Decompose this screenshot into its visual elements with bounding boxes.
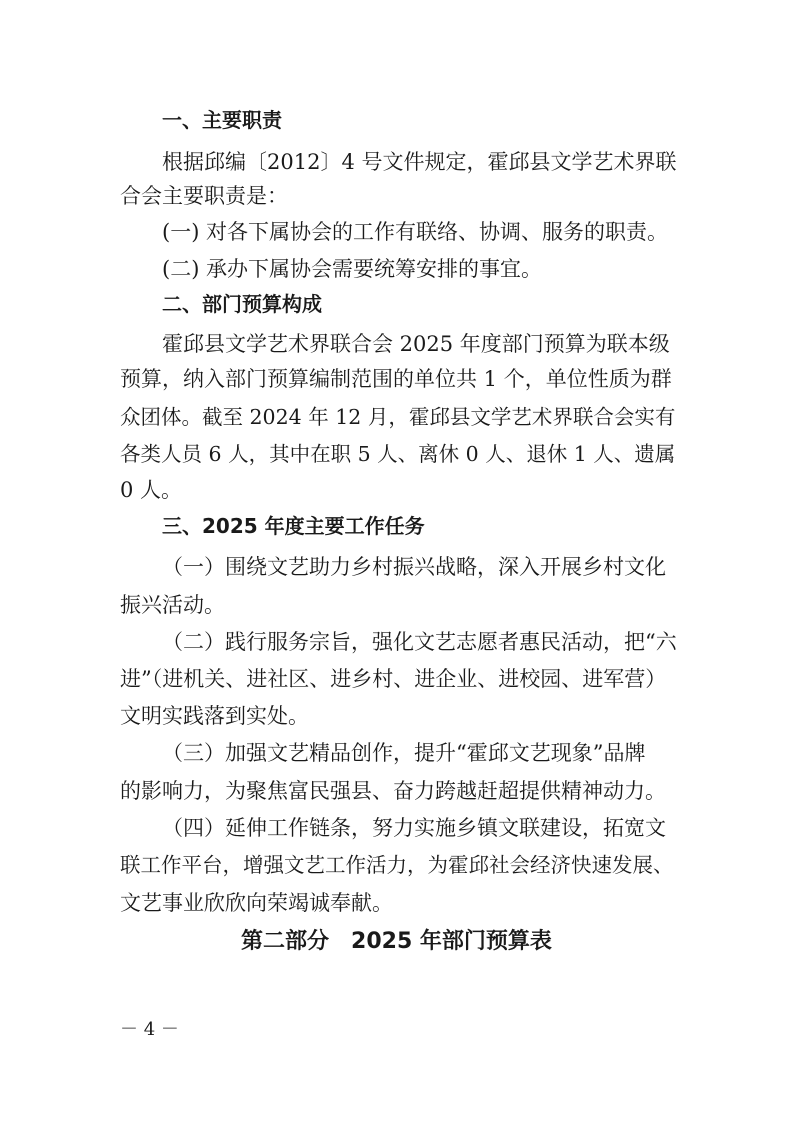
section-heading-budget: 二、部门预算构成: [162, 292, 322, 316]
task-4-line-3: 文艺事业欣欣向荣竭诚奉献。: [120, 891, 393, 915]
part-title: 第二部分 2025 年部门预算表: [241, 929, 552, 954]
page-number: － 4 －: [120, 1019, 179, 1040]
task-2-line-2: 进”（进机关、进社区、进乡村、进企业、进校园、进军营）: [120, 667, 667, 691]
task-4-line-1: （四）延伸工作链条，努力实施乡镇文联建设，拓宽文: [162, 816, 666, 840]
task-1-line-2: 振兴活动。: [120, 593, 225, 617]
task-4-line-2: 联工作平台，增强文艺工作活力，为霍邱社会经济快速发展、: [120, 853, 674, 877]
budget-line-4: 各类人员 6 人，其中在职 5 人、离休 0 人、退休 1 人、遗属: [120, 442, 676, 466]
task-2-line-1: （二）践行服务宗旨，强化文艺志愿者惠民活动，把“六: [162, 630, 677, 654]
task-2-line-3: 文明实践落到实处。: [120, 704, 309, 728]
duties-intro-line-1: 根据邱编〔2012〕4 号文件规定，霍邱县文学艺术界联: [162, 150, 677, 174]
budget-line-1: 霍邱县文学艺术界联合会 2025 年度部门预算为联本级: [162, 332, 670, 356]
budget-line-3: 众团体。截至 2024 年 12 月，霍邱县文学艺术界联合会实有: [120, 405, 676, 429]
task-1-line-1: （一）围绕文艺助力乡村振兴战略，深入开展乡村文化: [162, 555, 666, 579]
task-3-line-1: （三）加强文艺精品创作，提升“霍邱文艺现象”品牌: [162, 741, 646, 765]
section-heading-duties: 一、主要职责: [162, 108, 282, 132]
budget-line-5: 0 人。: [120, 478, 183, 502]
duties-item-1: (一) 对各下属协会的工作有联络、协调、服务的职责。: [162, 220, 669, 244]
budget-line-2: 预算，纳入部门预算编制范围的单位共 1 个，单位性质为群: [120, 367, 672, 391]
section-heading-tasks: 三、2025 年度主要工作任务: [162, 514, 425, 538]
task-3-line-2: 的影响力，为聚焦富民强县、奋力跨越赶超提供精神动力。: [120, 779, 666, 803]
duties-intro-line-2: 合会主要职责是：: [120, 184, 288, 208]
duties-item-2: (二) 承办下属协会需要统筹安排的事宜。: [162, 257, 543, 281]
